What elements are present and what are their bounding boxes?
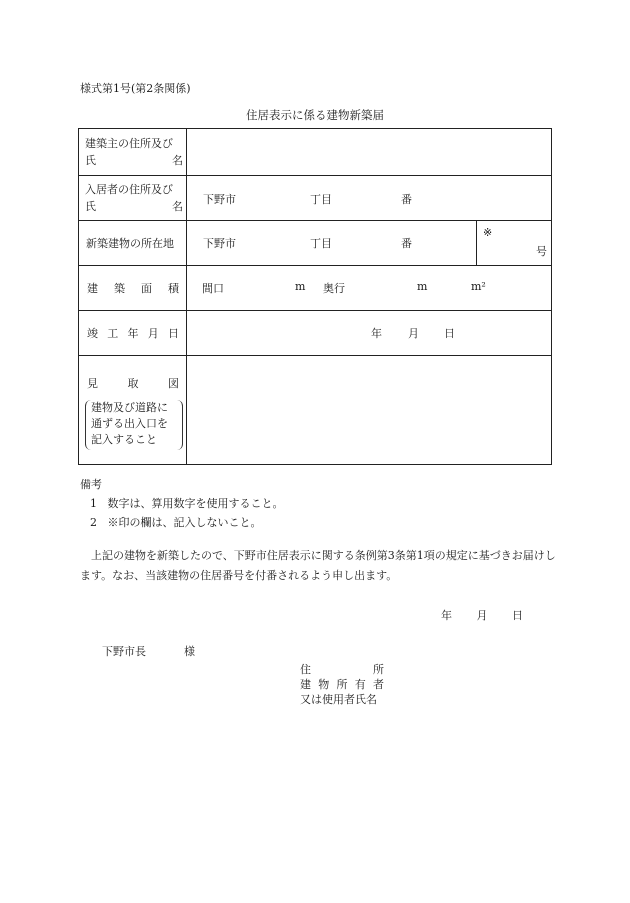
resident-city: 下野市 xyxy=(203,193,236,206)
completion-year: 年 xyxy=(371,327,382,340)
location-ban: 番 xyxy=(401,237,412,250)
location-chome: 丁目 xyxy=(310,237,332,250)
form-number: 様式第1号(第2条関係) xyxy=(80,82,191,95)
house-number-field xyxy=(477,221,551,265)
applicant-owner-label: 建 物 所 有 者 xyxy=(300,678,384,691)
notes-heading: 備考 xyxy=(80,478,102,491)
applicant-name-label: 又は使用者氏名 xyxy=(300,693,377,706)
go-unit: 号 xyxy=(536,245,547,258)
depth-label: 奥行 xyxy=(323,282,345,295)
resident-label: 入居者の住所及び 氏 名 xyxy=(85,183,183,213)
frontage-label: 間口 xyxy=(202,282,224,295)
submission-date[interactable]: 年 月 日 xyxy=(441,609,523,622)
applicant-address-label: 住 所 xyxy=(300,663,384,676)
area-field[interactable] xyxy=(187,266,551,310)
resident-address-field[interactable] xyxy=(187,176,551,220)
location-city: 下野市 xyxy=(203,237,236,250)
note-item: 2 ※印の欄は、記入しないこと。 xyxy=(90,516,262,529)
area-label: 建 築 面 積 xyxy=(87,282,179,295)
owner-address-field[interactable] xyxy=(187,129,551,175)
registration-table xyxy=(78,128,552,465)
resident-chome: 丁目 xyxy=(310,193,332,206)
completion-date-field[interactable] xyxy=(187,311,551,355)
completion-label: 竣 工 年 月 日 xyxy=(87,327,179,340)
location-label: 新築建物の所在地 xyxy=(86,237,174,250)
owner-label: 建築主の住所及び 氏 名 xyxy=(85,137,183,167)
area-unit: m² xyxy=(471,280,486,293)
depth-unit: m xyxy=(417,280,428,293)
sketch-instruction: 建物及び道路に 通ずる出入口を 記入すること xyxy=(85,400,183,450)
applicant-block xyxy=(300,662,384,707)
resident-ban: 番 xyxy=(401,193,412,206)
note-item: 1 数字は、算用数字を使用すること。 xyxy=(90,497,284,510)
form-title: 住居表示に係る建物新築届 xyxy=(246,108,384,122)
office-use-mark: ※ xyxy=(483,226,493,239)
location-field[interactable] xyxy=(187,221,475,265)
completion-month: 月 xyxy=(408,327,419,340)
sketch-label: 見 取 図 xyxy=(87,377,179,390)
declaration-text: 上記の建物を新築したので、下野市住居表示に関する条例第3条第1項の規定に基づきお届けします。なお、当該建物の住居番号を付番されるよう申し出ます。 xyxy=(80,549,556,582)
frontage-unit: m xyxy=(295,280,306,293)
completion-day: 日 xyxy=(444,327,455,340)
addressee: 下野市長 様 xyxy=(102,645,195,658)
sketch-area[interactable] xyxy=(187,356,551,464)
